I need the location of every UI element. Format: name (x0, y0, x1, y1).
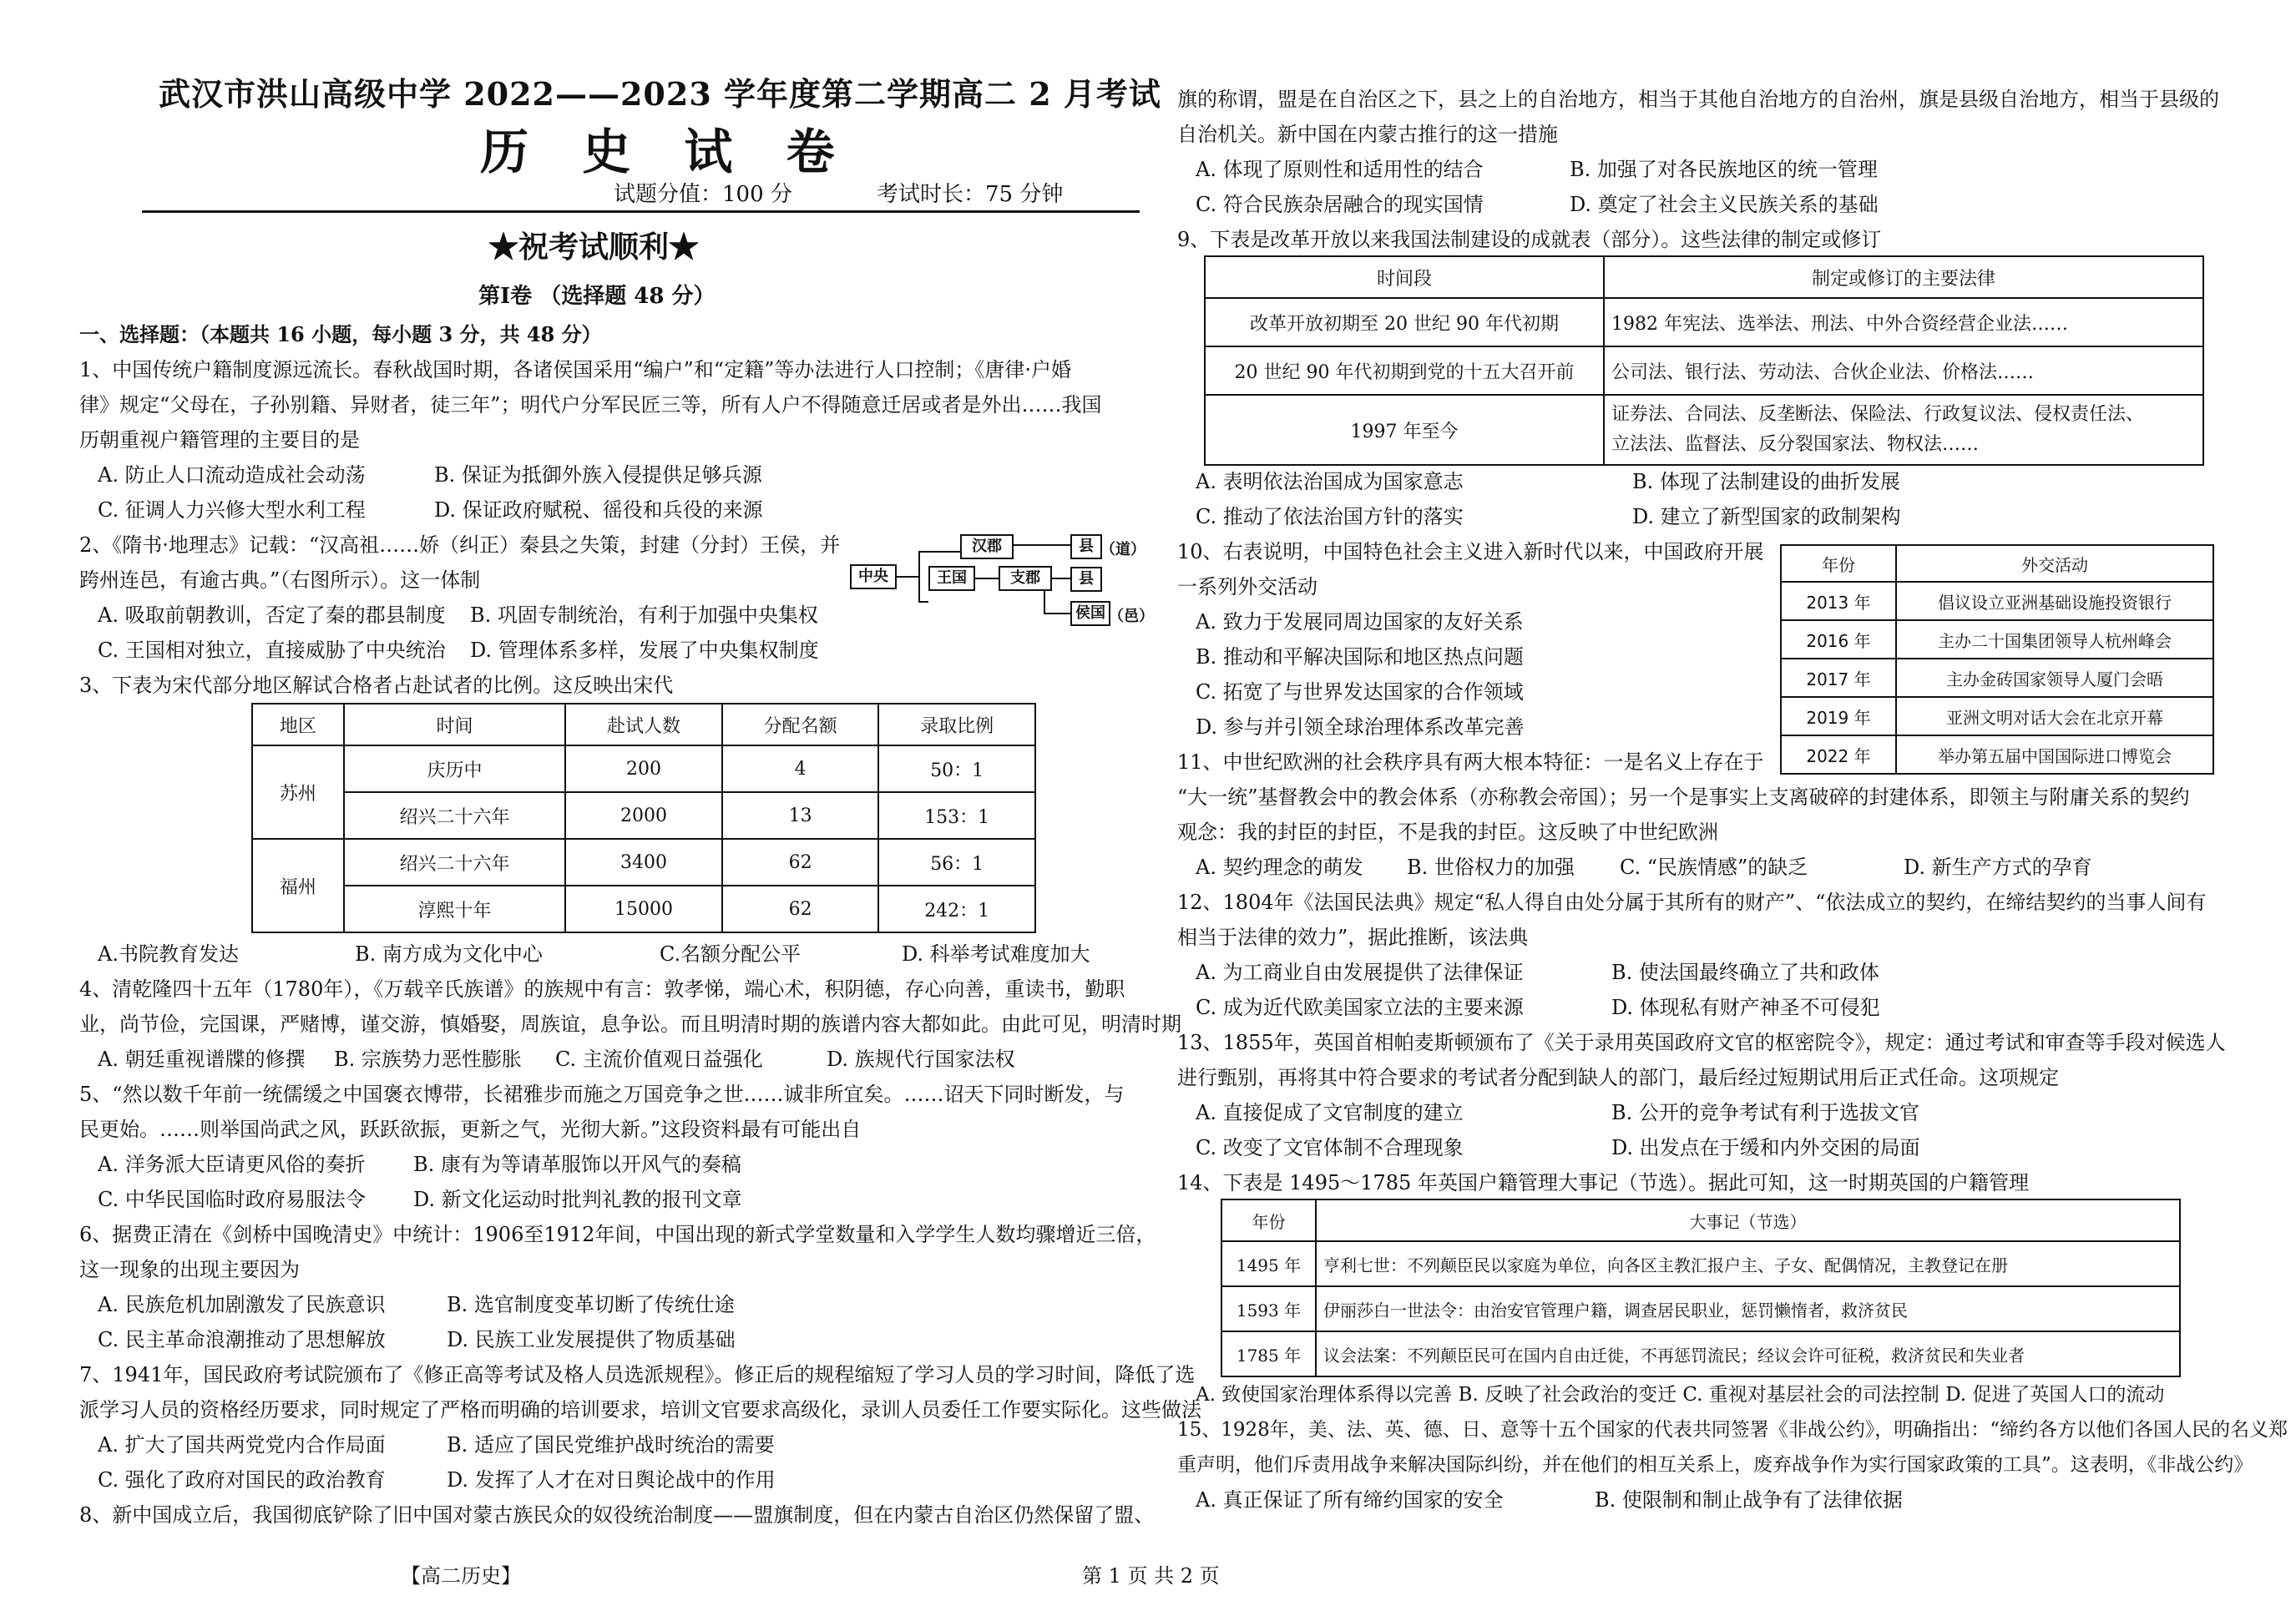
option-c[interactable]: C. 推动了依法治国方针的落实 (1196, 505, 1464, 528)
option-d[interactable]: D. 出发点在于缓和内外交困的局面 (1611, 1136, 1920, 1159)
question-text: 2、《隋书·地理志》记载：“汉高祖……娇（纠正）秦县之失策，封建（分封）王侯，并 (79, 533, 841, 557)
question-text: 6、据费正清在《剑桥中国晚清史》中统计：1906至1912年间，中国出现的新式学堂数量和入学学生人数均骤增近三倍， (79, 1223, 1156, 1246)
center-node: 中央 (850, 564, 897, 589)
county-node: 县 (1070, 534, 1102, 559)
option-b[interactable]: B. 选官制度变革切断了传统仕途 (447, 1293, 735, 1316)
option-b[interactable]: B. 世俗权力的加强 (1407, 856, 1575, 879)
option-a[interactable]: A.书院教育发达 (98, 942, 239, 966)
connector-line (974, 578, 999, 579)
option-a[interactable]: A. 致力于发展同周边国家的友好关系 (1196, 610, 1524, 634)
option-b[interactable]: B. 保证为抵御外族入侵提供足够兵源 (434, 463, 762, 487)
option-b[interactable]: B. 宗族势力恶性膨胀 (334, 1048, 522, 1071)
table-cell: 3400 (565, 839, 722, 886)
county-node: 县 (1070, 567, 1102, 592)
table-cell: 2000 (565, 792, 722, 839)
option-d[interactable]: D. 建立了新型国家的政制架构 (1632, 505, 1901, 528)
question-text: 自治机关。新中国在内蒙古推行的这一措施 (1177, 123, 1558, 146)
table-cell (1604, 395, 2203, 465)
question-text: 7、1941年，国民政府考试院颁布了《修正高等考试及格人员选派规程》。修正后的规程缩短了学习人员的学习时间，降低了选 (79, 1363, 1196, 1386)
table-cell: 2016 年 (1781, 620, 1896, 659)
table-cell: 公司法、银行法、劳动法、合伙企业法、价格法…… (1604, 346, 2203, 395)
table-header: 时间段 (1205, 256, 1604, 298)
table-cell: 1997 年至今 (1205, 395, 1604, 465)
table-header: 外交活动 (1896, 545, 2213, 582)
table-row (1781, 697, 2213, 735)
question-text: 业，尚节俭，完国课，严赌博，谨交游，慎婚娶，周族谊，息争讼。而且明清时期的族谱内容大都如此。由此可见，明清时期 (79, 1012, 1181, 1036)
option-d[interactable]: D. 参与并引领全球治理体系改革完善 (1196, 715, 1525, 739)
question-text: 相当于法律的效力”，据此推断，该法典 (1177, 926, 1529, 949)
option-b[interactable]: B. 公开的竞争考试有利于选拔文官 (1611, 1101, 1919, 1124)
question-text: 3、下表为宋代部分地区解试合格者占赴试者的比例。这反映出宋代 (79, 674, 674, 697)
score-info: 试题分值：100 分 (614, 182, 792, 207)
table-cell: 1785 年 (1221, 1331, 1316, 1376)
question-text: 旗的称谓，盟是在自治区之下，县之上的自治地方，相当于其他自治地方的自治州，旗是县级自治地方，相当于县级的 (1177, 88, 2219, 111)
table-cell: 倡议设立亚洲基础设施投资银行 (1896, 582, 2213, 620)
table-cell: 62 (722, 839, 879, 886)
table-row (252, 792, 1035, 839)
table-cell: 56：1 (878, 839, 1035, 886)
question-text: 律》规定“父母在，子孙别籍、异财者，徒三年”；明代户分军民匠三等，所有人户不得随意迁居或者是外出……我国 (79, 393, 1102, 417)
option-b[interactable]: B. 使法国最终确立了共和政体 (1611, 961, 1879, 984)
table-cell: 庆历中 (344, 745, 565, 792)
table-cell: 50：1 (878, 745, 1035, 792)
connector-line (918, 551, 960, 553)
question-8-text: 8、新中国成立后，我国彻底铲除了旧中国对蒙古族民众的奴役统治制度——盟旗制度，但在内蒙古自治区仍然保留了盟、 (79, 1503, 1155, 1527)
table-row (1221, 1241, 2180, 1286)
houguo-node: 侯国 (1070, 601, 1110, 626)
table-header: 大事记（节选） (1316, 1199, 2180, 1241)
table-cell: 议会法案：不列颠臣民可在国内自由迁徙，不再惩罚流民；经议会许可征税，救济贫民和失业者 (1316, 1331, 2180, 1376)
question-text: 5、“然以数千年前一统儒缓之中国褒衣博带，长裙雅步而施之万国竞争之世……诚非所宜矣。……诏天下同时断发，与 (79, 1083, 1125, 1106)
table-cell: 2013 年 (1781, 582, 1896, 620)
options-line[interactable]: A. 致使国家治理体系得以完善 B. 反映了社会政治的变迁 C. 重视对基层社会的司法控制 D. 促进了英国人口的流动 (1196, 1384, 2165, 1406)
question-text: 这一现象的出现主要因为 (79, 1258, 300, 1281)
region-cell: 苏州 (252, 745, 344, 839)
option-d[interactable]: D. 新文化运动时批判礼教的报刊文章 (413, 1188, 742, 1211)
connector-line (1012, 544, 1070, 546)
footer-subject: 【高二历史】 (401, 1564, 521, 1588)
table-cell: 主办二十国集团领导人杭州峰会 (1896, 620, 2213, 659)
table-cell: 伊丽莎白一世法令：由治安官管理户籍，调查居民职业，惩罚懒惰者，救济贫民 (1316, 1286, 2180, 1331)
option-d[interactable]: D. 科举考试难度加大 (902, 942, 1090, 966)
option-c[interactable]: C. 拓宽了与世界发达国家的合作领域 (1196, 680, 1524, 704)
option-d[interactable]: D. 民族工业发展提供了物质基础 (447, 1328, 736, 1351)
question-text: 重声明，他们斥责用战争来解决国际纠纷，并在他们的相互关系上，废弃战争作为实行国家政策的工具”。这表明，《非战公约》 (1177, 1454, 2253, 1476)
option-a[interactable]: A. 防止人口流动造成社会动荡 (98, 463, 366, 487)
exam-title: 武汉市洪山高级中学 2022——2023 学年度第二学期高二 2 月考试 (159, 75, 1161, 113)
table-row (1781, 620, 2213, 659)
table-cell: 主办金砖国家领导人厦门会晤 (1896, 659, 2213, 697)
option-b[interactable]: B. 康有为等请革服饰以开风气的奏稿 (413, 1153, 741, 1176)
table-cell: 1982 年宪法、选举法、刑法、中外合资经营企业法…… (1604, 298, 2203, 346)
census-history-table (1221, 1199, 2181, 1377)
option-c[interactable]: C. 中华民国临时政府易服法令 (98, 1188, 366, 1211)
table-header: 赴试人数 (565, 704, 722, 745)
table-row (252, 886, 1035, 932)
question-text: 进行甄别，再将其中符合要求的考试者分配到缺人的部门，最后经过短期试用后正式任命。这项规定 (1177, 1066, 2059, 1089)
option-d[interactable]: D. 体现私有财产神圣不可侵犯 (1611, 996, 1880, 1019)
table-cell: 1593 年 (1221, 1286, 1316, 1331)
table-cell: 亚洲文明对话大会在北京开幕 (1896, 697, 2213, 735)
option-d[interactable]: D. 发挥了人才在对日舆论战中的作用 (447, 1468, 776, 1492)
question-text: 跨州连邑，有逾古典。”（右图所示）。这一体制 (79, 568, 481, 592)
wangguo-node: 王国 (928, 566, 975, 591)
table-cell: 15000 (565, 886, 722, 932)
good-luck-banner: ★祝考试顺利★ (488, 230, 700, 265)
exam-ratio-table (251, 703, 1036, 933)
option-a[interactable]: A. 扩大了国共两党党内合作局面 (98, 1433, 386, 1457)
table-header: 录取比例 (878, 704, 1035, 745)
option-b[interactable]: B. 适应了国民党维护战时统治的需要 (447, 1433, 775, 1457)
table-header: 时间 (344, 704, 565, 745)
table-cell: 1495 年 (1221, 1241, 1316, 1286)
table-row (252, 839, 1035, 886)
connector-line (1050, 578, 1070, 579)
option-a[interactable]: A. 洋务派大臣请更风俗的奏折 (98, 1153, 366, 1176)
option-c[interactable]: C. 强化了政府对国民的政治教育 (98, 1468, 386, 1492)
table-cell: 举办第五届中国国际进口博览会 (1896, 735, 2213, 774)
time-info: 考试时长：75 分钟 (877, 182, 1064, 207)
connector-line (918, 601, 928, 603)
table-row (1781, 659, 2213, 697)
option-c[interactable]: C. 王国相对独立，直接威胁了中央统治 (98, 639, 446, 662)
option-a[interactable]: A. 朝廷重视谱牒的修撰 (98, 1048, 306, 1071)
question-text: 派学习人员的资格经历要求，同时规定了严格而明确的培训要求，培训文官要求高级化，录训人员委任工作要实际化。这些做法 (79, 1398, 1201, 1422)
table-cell: 62 (722, 886, 879, 932)
table-header: 制定或修订的主要法律 (1604, 256, 2203, 298)
table-header: 地区 (252, 704, 344, 745)
table-row (252, 745, 1035, 792)
zhijun-node: 支郡 (999, 566, 1052, 591)
cell-line: 证券法、合同法、反垄断法、保险法、行政复议法、侵权责任法、 (1611, 404, 2145, 425)
table-row (1781, 582, 2213, 620)
table-cell: 20 世纪 90 年代初期到党的十五大召开前 (1205, 346, 1604, 395)
page-number: 第 1 页 共 2 页 (1082, 1564, 1220, 1588)
part-title: 第Ⅰ卷 （选择题 48 分） (478, 284, 716, 309)
question-text: 15、1928年，美、法、英、德、日、意等十五个国家的代表共同签署《非战公约》，明确指出：“缔约各方以他们各国人民的名义郑 (1177, 1419, 2288, 1441)
question-text: 4、清乾隆四十五年（1780年），《万载辛氏族谱》的族规中有言：敦孝悌，端心术，积阴德，存心向善，重读书，勤职 (79, 977, 1125, 1001)
option-c[interactable]: C.名额分配公平 (660, 942, 802, 966)
option-d[interactable]: D. 保证政府赋税、徭役和兵役的来源 (434, 498, 763, 522)
table-header: 年份 (1221, 1199, 1316, 1241)
connector-line (895, 576, 918, 578)
table-cell: 淳熙十年 (344, 886, 565, 932)
table-cell: 绍兴二十六年 (344, 792, 565, 839)
question-text: 12、1804年《法国民法典》规定“私人得自由处分属于其所有的财产”、“依法成立的契约，在缔结契约的当事人间有 (1177, 891, 2207, 914)
table-cell: 4 (722, 745, 879, 792)
exam-subject-title: 历 史 试 卷 (480, 124, 853, 180)
option-b[interactable]: B. 南方成为文化中心 (355, 942, 543, 966)
option-c[interactable]: C. “民族情感”的缺乏 (1620, 856, 1808, 879)
option-b[interactable]: B. 体现了法制建设的曲折发展 (1632, 470, 1900, 493)
question-text: 10、右表说明，中国特色社会主义进入新时代以来，中国政府开展 (1177, 540, 1764, 563)
table-header: 分配名额 (722, 704, 879, 745)
header-rule (142, 210, 1140, 213)
option-b[interactable]: B. 加强了对各民族地区的统一管理 (1570, 158, 1878, 181)
option-d[interactable]: D. 族规代行国家法权 (827, 1048, 1015, 1071)
table-cell: 2019 年 (1781, 697, 1896, 735)
table-cell: 2022 年 (1781, 735, 1896, 774)
table-row (1221, 1286, 2180, 1331)
table-cell: 200 (565, 745, 722, 792)
option-a[interactable]: A. 吸取前朝教训，否定了秦的郡县制度 (98, 603, 446, 627)
table-cell: 13 (722, 792, 879, 839)
table-row (1221, 1331, 2180, 1376)
question-text: 14、下表是 1495～1785 年英国户籍管理大事记（节选）。据此可知，这一时期英国的户籍管理 (1177, 1171, 2029, 1194)
region-cell: 福州 (252, 839, 344, 932)
table-cell: 绍兴二十六年 (344, 839, 565, 886)
table-header: 年份 (1781, 545, 1896, 582)
table-row (1781, 735, 2213, 774)
question-text: 观念：我的封臣的封臣，不是我的封臣。这反映了中世纪欧洲 (1177, 821, 1718, 844)
option-c[interactable]: C. 民主革命浪潮推动了思想解放 (98, 1328, 386, 1351)
cell-line: 立法法、监督法、反分裂国家法、物权法…… (1611, 434, 1980, 455)
question-text: “大一统”基督教会中的教会体系（亦称教会帝国）；另一个是事实上支离破碎的封建体系，即领主与附庸关系的契约 (1177, 785, 2190, 809)
yi-label: （邑） (1109, 608, 1154, 625)
option-a[interactable]: A. 体现了原则性和适用性的结合 (1196, 158, 1484, 181)
question-text: 民更始。……则举国尚武之风，跃跃欲振，更新之气，光彻大新。”这段资料最有可能出自 (79, 1118, 862, 1141)
table-cell: 2017 年 (1781, 659, 1896, 697)
diplomacy-table (1780, 544, 2214, 775)
option-a[interactable]: A. 直接促成了文官制度的建立 (1196, 1101, 1464, 1124)
question-text: 历朝重视户籍管理的主要目的是 (79, 428, 360, 452)
table-row (1205, 395, 2203, 465)
option-a[interactable]: A. 真正保证了所有缔约国家的安全 (1196, 1488, 1504, 1512)
table-cell: 亨利七世：不列颠臣民以家庭为单位，向各区主教汇报户主、子女、配偶情况，主教登记在册 (1316, 1241, 2180, 1286)
option-a[interactable]: A. 民族危机加剧激发了民族意识 (98, 1293, 386, 1316)
table-cell: 242：1 (878, 886, 1035, 932)
connector-line (1044, 589, 1045, 614)
option-c[interactable]: C. 征调人力兴修大型水利工程 (98, 498, 366, 522)
option-b[interactable]: B. 巩固专制统治，有利于加强中央集权 (470, 603, 818, 627)
option-d[interactable]: D. 管理体系多样，发展了中央集权制度 (470, 639, 819, 662)
section-title: 一、选择题：（本题共 16 小题，每小题 3 分，共 48 分） (79, 322, 602, 346)
table-cell: 改革开放初期至 20 世纪 90 年代初期 (1205, 298, 1604, 346)
connector-line (918, 551, 920, 603)
option-c[interactable]: C. 符合民族杂居融合的现实国情 (1196, 193, 1484, 216)
question-text: 1、中国传统户籍制度源远流长。春秋战国时期，各诸侯国采用“编户”和“定籍”等办法进行人口控制；《唐律·户婚 (79, 358, 1071, 381)
option-d[interactable]: D. 奠定了社会主义民族关系的基础 (1570, 193, 1879, 216)
table-cell: 153：1 (878, 792, 1035, 839)
question-text: 9、下表是改革开放以来我国法制建设的成就表（部分）。这些法律的制定或修订 (1177, 228, 1882, 251)
question-text: 11、中世纪欧洲的社会秩序具有两大根本特征：一是名义上存在于 (1177, 750, 1764, 774)
law-achievement-table (1204, 255, 2204, 466)
option-c[interactable]: C. 改变了文官体制不合理现象 (1196, 1136, 1464, 1159)
option-c[interactable]: C. 成为近代欧美国家立法的主要来源 (1196, 996, 1524, 1019)
option-b[interactable]: B. 使限制和制止战争有了法律依据 (1595, 1488, 1903, 1512)
option-a[interactable]: A. 契约理念的萌发 (1196, 856, 1363, 879)
table-row (1205, 346, 2203, 395)
option-c[interactable]: C. 主流价值观日益强化 (555, 1048, 763, 1071)
question-text: 13、1855年，英国首相帕麦斯顿颁布了《关于录用英国政府文官的枢密院令》，规定：通过考试和审查等手段对候选人 (1177, 1031, 2226, 1054)
option-a[interactable]: A. 表明依法治国成为国家意志 (1196, 470, 1464, 493)
table-row (1205, 298, 2203, 346)
hanjun-node: 汉郡 (960, 534, 1014, 559)
connector-line (1044, 613, 1070, 614)
option-a[interactable]: A. 为工商业自由发展提供了法律保证 (1196, 961, 1524, 984)
option-b[interactable]: B. 推动和平解决国际和地区热点问题 (1196, 645, 1524, 669)
option-d[interactable]: D. 新生产方式的孕育 (1904, 856, 2092, 879)
dao-label: （道） (1100, 541, 1145, 558)
question-text: 一系列外交活动 (1177, 575, 1317, 598)
